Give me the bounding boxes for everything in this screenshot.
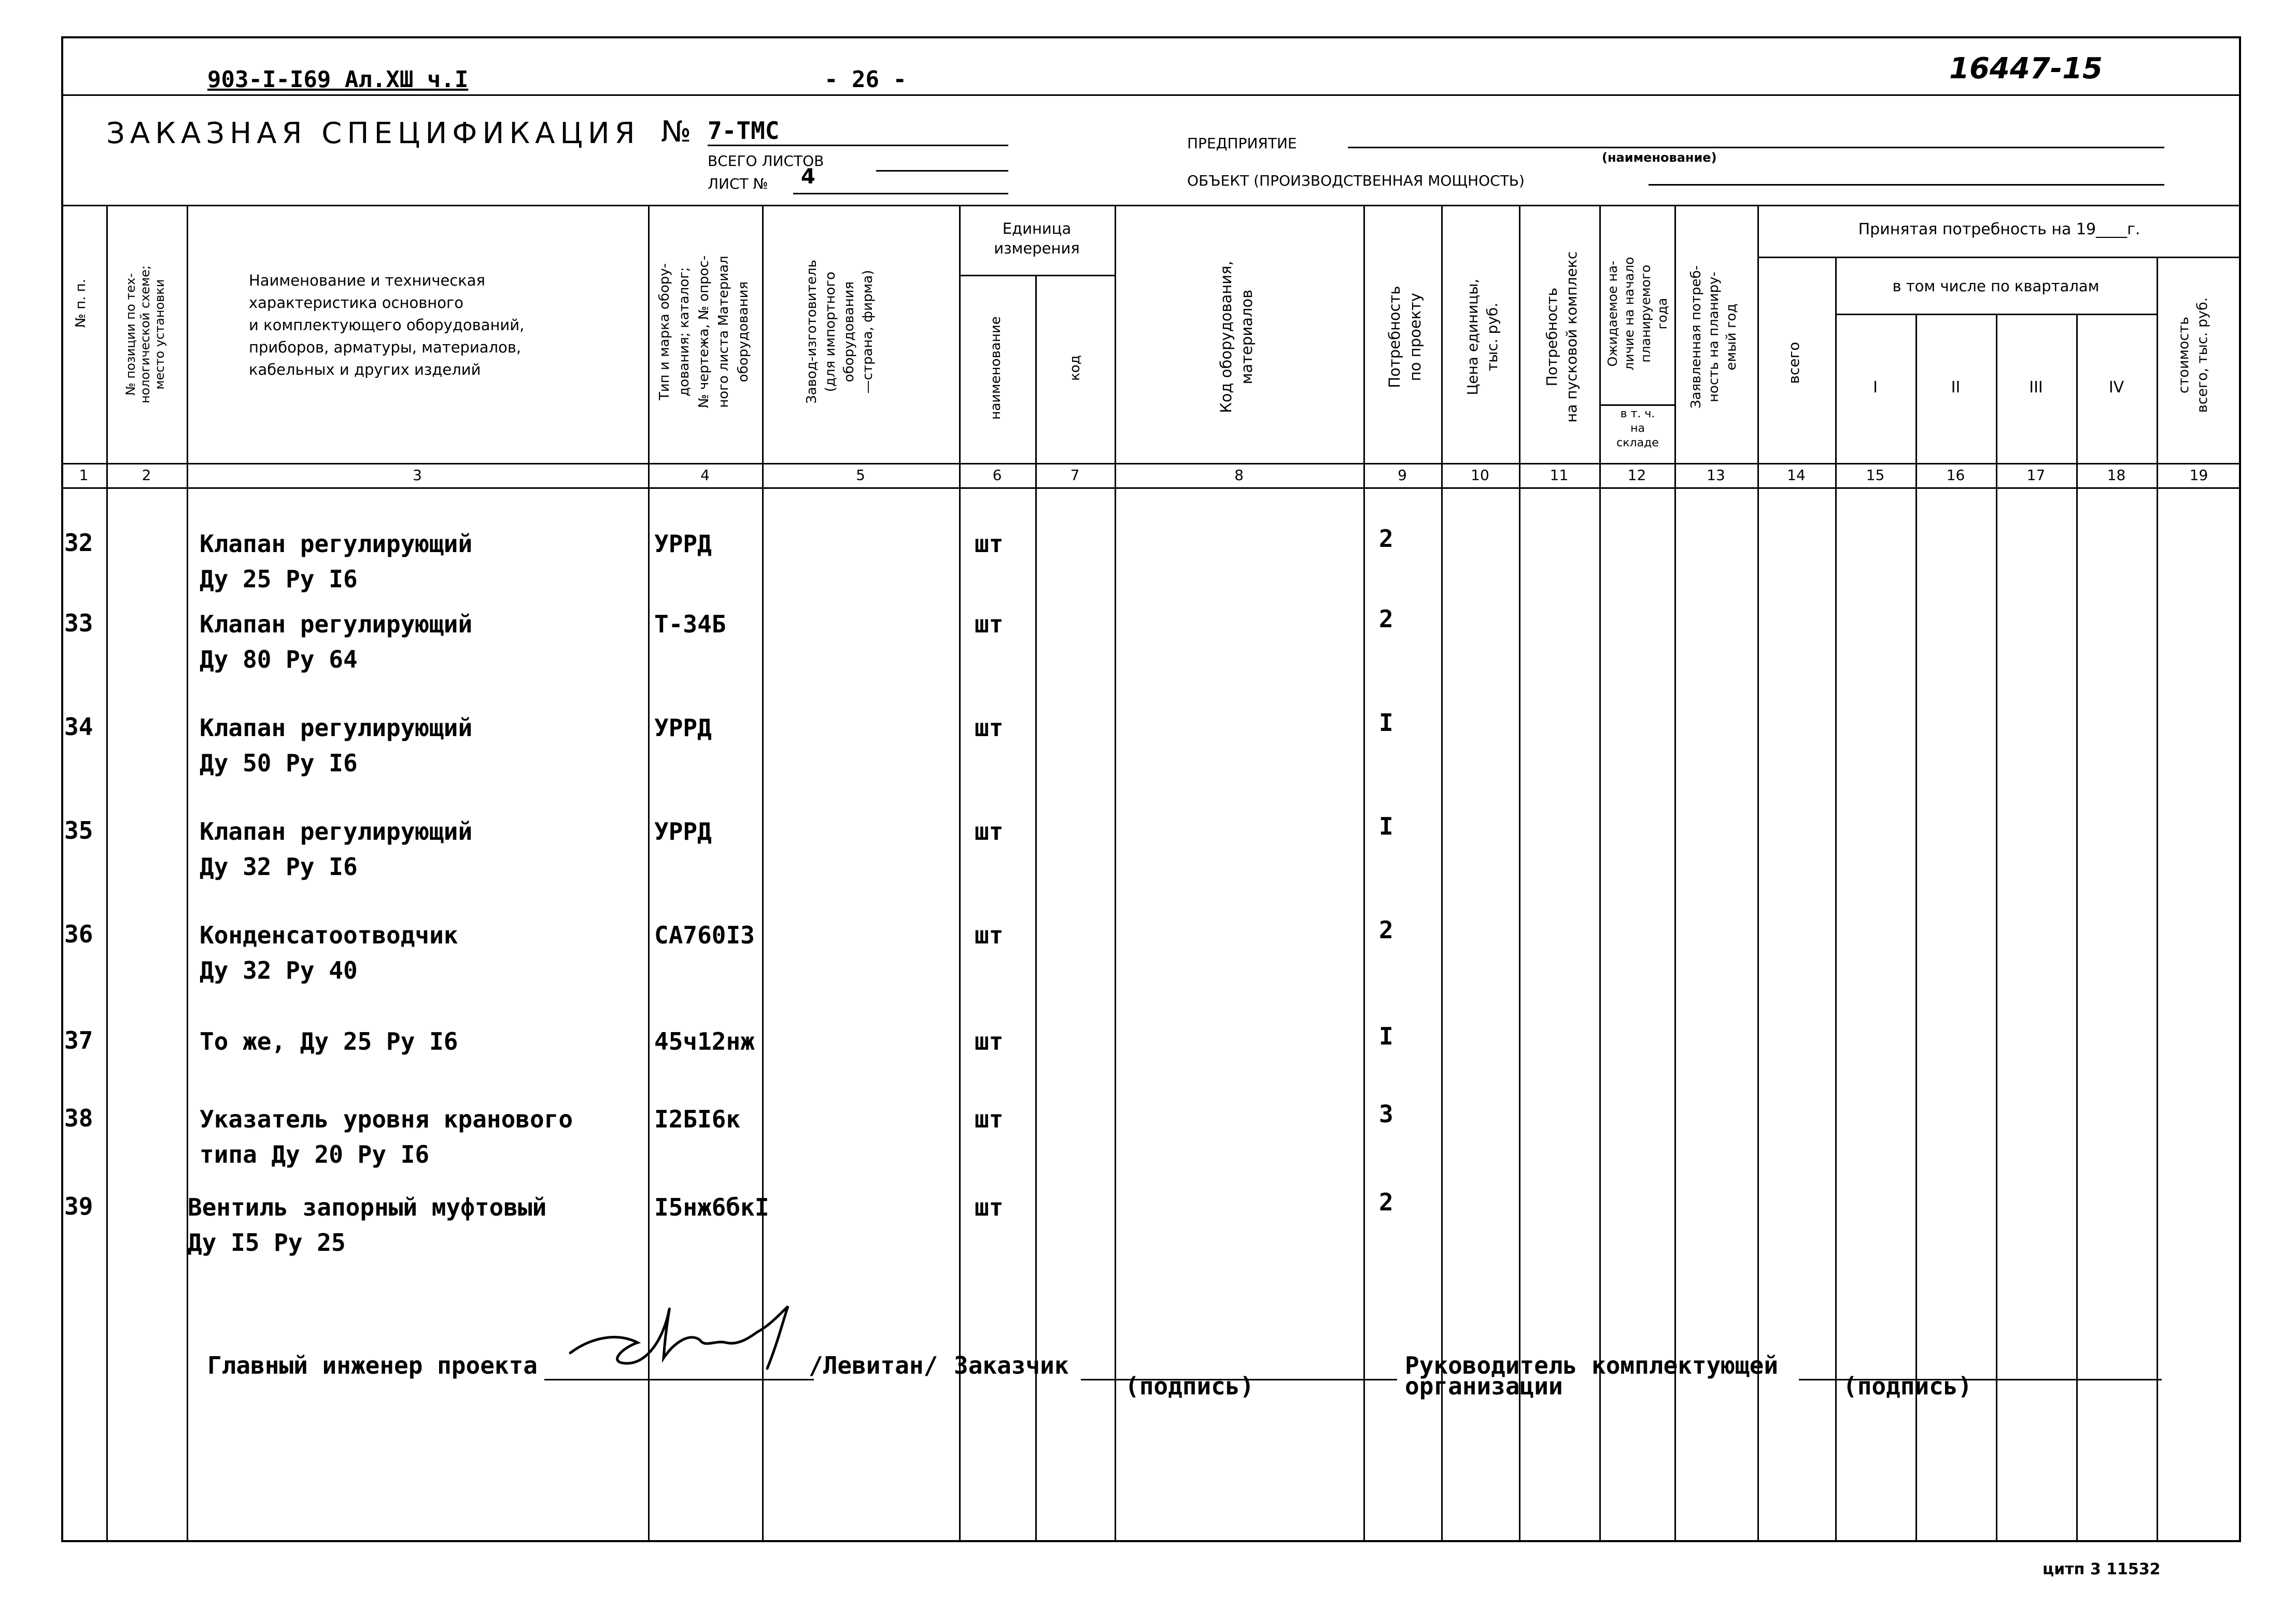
row-item-type: СА760I3 xyxy=(654,921,755,949)
col-line-15 xyxy=(1915,314,1917,1541)
handwritten-signature xyxy=(560,1291,829,1384)
col-header-9: Потребность по проекту xyxy=(1386,286,1424,388)
col-line-14 xyxy=(1835,257,1837,1541)
sheet-label: ЛИСТ № xyxy=(708,175,768,192)
column-number: 7 xyxy=(1070,467,1080,484)
sheet-number: 4 xyxy=(801,165,815,189)
quarter-3-header: III xyxy=(2029,378,2043,397)
spec-number-label: № xyxy=(661,115,692,149)
total-sheets-line xyxy=(876,170,1008,172)
col-header-10: Цена единицы, тыс. руб. xyxy=(1464,278,1501,396)
row-item-quantity: I xyxy=(1379,812,1393,840)
row-item-type: I2БI6к xyxy=(654,1105,741,1133)
stock-sub-line xyxy=(1599,404,1674,406)
column-number: 10 xyxy=(1471,467,1489,484)
row-item-type: УРРД xyxy=(654,817,712,845)
col-header-13: Заявленная потреб- ность на планиру- емый год xyxy=(1688,265,1739,408)
row-item-quantity: 2 xyxy=(1379,525,1393,553)
col-line-9 xyxy=(1441,205,1443,1541)
row-item-type: Т-34Б xyxy=(654,610,726,638)
row-number: 32 xyxy=(64,529,93,557)
row-number: 33 xyxy=(64,609,93,637)
unit-group-header: Единица измерения xyxy=(994,220,1080,257)
row-item-type: УРРД xyxy=(654,714,712,742)
col-line-13 xyxy=(1757,205,1759,1541)
numbers-bottom xyxy=(61,487,2241,489)
table-top xyxy=(61,205,2241,206)
row-item-quantity: 2 xyxy=(1379,1188,1393,1216)
accepted-group-line xyxy=(1757,257,2241,258)
col-header-2: № позиции по тех- нологической схеме; место установки xyxy=(123,265,167,404)
row-number: 37 xyxy=(64,1026,93,1054)
col-line-5 xyxy=(959,205,961,1541)
row-item-name: Вентиль запорный муфтовый Ду I5 Ру 25 xyxy=(188,1193,547,1257)
row-item-unit: шт xyxy=(975,1193,1004,1221)
column-number: 2 xyxy=(142,467,151,484)
row-item-unit: шт xyxy=(975,921,1004,949)
column-number: 6 xyxy=(992,467,1002,484)
row-item-quantity: I xyxy=(1379,709,1393,737)
row-item-name: Конденсатоотводчик Ду 32 Ру 40 xyxy=(200,921,458,984)
chief-name: /Левитан/ xyxy=(809,1351,938,1379)
column-number: 3 xyxy=(413,467,422,484)
spec-title: ЗАКАЗНАЯ СПЕЦИФИКАЦИЯ xyxy=(106,117,640,150)
unit-group-line xyxy=(959,275,1115,276)
row-item-unit: шт xyxy=(975,1105,1004,1133)
column-number: 11 xyxy=(1550,467,1569,484)
col-line-10 xyxy=(1519,205,1520,1541)
row-item-unit: шт xyxy=(975,714,1004,742)
row-item-name: Клапан регулирующий Ду 50 Ру I6 xyxy=(200,714,473,777)
column-number: 16 xyxy=(1946,467,1965,484)
chief-engineer-label: Главный инженер проекта xyxy=(207,1351,538,1379)
col-line-17 xyxy=(2076,314,2078,1541)
col-header-7: код xyxy=(1067,355,1083,381)
page-number: - 26 - xyxy=(824,66,907,93)
col-header-4: Тип и марка обору- дования; каталог; № чертежа, № опрос- ного листа Материал оборудования xyxy=(657,255,751,408)
row-number: 36 xyxy=(64,920,93,948)
column-number: 14 xyxy=(1787,467,1806,484)
object-label: ОБЪЕКТ (ПРОИЗВОДСТВЕННАЯ МОЩНОСТЬ) xyxy=(1187,172,1525,189)
col-header-1: № п. п. xyxy=(73,278,89,328)
customer-label: Заказчик xyxy=(954,1351,1069,1379)
col-header-12: Ожидаемое на- личие на начало планируемого года xyxy=(1605,257,1670,371)
accepted-group-header: Принятая потребность на 19____г. xyxy=(1858,220,2140,238)
row-item-name: То же, Ду 25 Ру I6 xyxy=(200,1027,458,1055)
quarter-1-header: I xyxy=(1873,378,1878,397)
head-signature-hint: (подпись) xyxy=(1843,1372,1973,1400)
footer-stamp: цитп 3 11532 xyxy=(2043,1560,2161,1578)
col-line-1 xyxy=(106,205,108,1541)
col-line-7 xyxy=(1115,205,1116,1541)
col-line-16 xyxy=(1996,314,1997,1541)
row-number: 39 xyxy=(64,1192,93,1220)
row-number: 34 xyxy=(64,713,93,741)
row-item-quantity: I xyxy=(1379,1022,1393,1050)
column-number: 15 xyxy=(1866,467,1885,484)
column-number: 13 xyxy=(1707,467,1725,484)
col-header-8: Код оборудования, материалов xyxy=(1217,261,1256,413)
row-item-unit: шт xyxy=(975,817,1004,845)
column-number: 8 xyxy=(1234,467,1244,484)
name-hint: (наименование) xyxy=(1602,150,1717,165)
row-item-name: Указатель уровня кранового типа Ду 20 Ру I6 xyxy=(200,1105,573,1168)
col-header-5: Завод-изготовитель (для импортного оборудования —страна, фирма) xyxy=(804,260,876,404)
head-organization-label-2: организации xyxy=(1405,1372,1563,1400)
col-header-19: стоимость всего, тыс. руб. xyxy=(2176,297,2210,413)
column-number: 18 xyxy=(2107,467,2126,484)
col-header-3: Наименование и техническая характеристика основного и комплектующего оборудований, приборов, арматуры, материалов, кабельных и других изделий xyxy=(249,272,525,378)
column-number: 1 xyxy=(79,467,89,484)
row-number: 38 xyxy=(64,1104,93,1132)
row-item-type: I5нж6бкI xyxy=(654,1193,769,1221)
quarter-4-header: IV xyxy=(2108,378,2124,397)
col-line-12 xyxy=(1674,205,1676,1541)
column-number: 17 xyxy=(2026,467,2046,484)
header-divider xyxy=(61,94,2241,96)
sheet-frame xyxy=(61,36,2241,1542)
quarter-2-header: II xyxy=(1951,378,1961,397)
total-sheets-label: ВСЕГО ЛИСТОВ xyxy=(708,152,824,170)
quarters-group-header: в том числе по кварталам xyxy=(1892,277,2100,295)
column-number: 9 xyxy=(1398,467,1407,484)
row-number: 35 xyxy=(64,816,93,844)
col-header-12-stock: в т. ч. на складе xyxy=(1616,407,1659,449)
col-header-6: наименование xyxy=(988,316,1004,420)
row-item-name: Клапан регулирующий Ду 25 Ру I6 xyxy=(200,530,473,593)
row-item-quantity: 2 xyxy=(1379,916,1393,944)
enterprise-line xyxy=(1348,147,2164,148)
customer-signature-hint: (подпись) xyxy=(1125,1372,1255,1400)
header-bottom xyxy=(61,463,2241,464)
column-number: 5 xyxy=(856,467,865,484)
row-item-unit: шт xyxy=(975,530,1004,558)
column-number: 12 xyxy=(1627,467,1646,484)
sheet-line xyxy=(793,193,1008,194)
project-code: 903-I-I69 Ал.XШ ч.I xyxy=(207,66,469,93)
column-number: 4 xyxy=(700,467,710,484)
row-item-quantity: 2 xyxy=(1379,605,1393,633)
object-line xyxy=(1649,184,2164,186)
enterprise-label: ПРЕДПРИЯТИЕ xyxy=(1187,135,1297,152)
col-header-11: Потребность на пусковой комплекс xyxy=(1543,251,1580,423)
spec-number: 7-ТМС xyxy=(708,117,1008,146)
row-item-type: УРРД xyxy=(654,530,712,558)
row-item-unit: шт xyxy=(975,610,1004,638)
column-number: 19 xyxy=(2189,467,2208,484)
quarters-group-line xyxy=(1835,314,2157,315)
head-organization-label: Руководитель комплектующей xyxy=(1405,1351,1779,1379)
row-item-name: Клапан регулирующий Ду 80 Ру 64 xyxy=(200,610,473,673)
row-item-quantity: 3 xyxy=(1379,1100,1393,1128)
document-number: 16447-15 xyxy=(1949,52,2103,86)
col-line-8 xyxy=(1363,205,1365,1541)
row-item-unit: шт xyxy=(975,1027,1004,1055)
col-line-2 xyxy=(187,205,188,1541)
row-item-name: Клапан регулирующий Ду 32 Ру I6 xyxy=(200,817,473,881)
row-item-type: 45ч12нж xyxy=(654,1027,755,1055)
col-line-18 xyxy=(2157,257,2158,1541)
col-header-14: всего xyxy=(1785,342,1802,384)
